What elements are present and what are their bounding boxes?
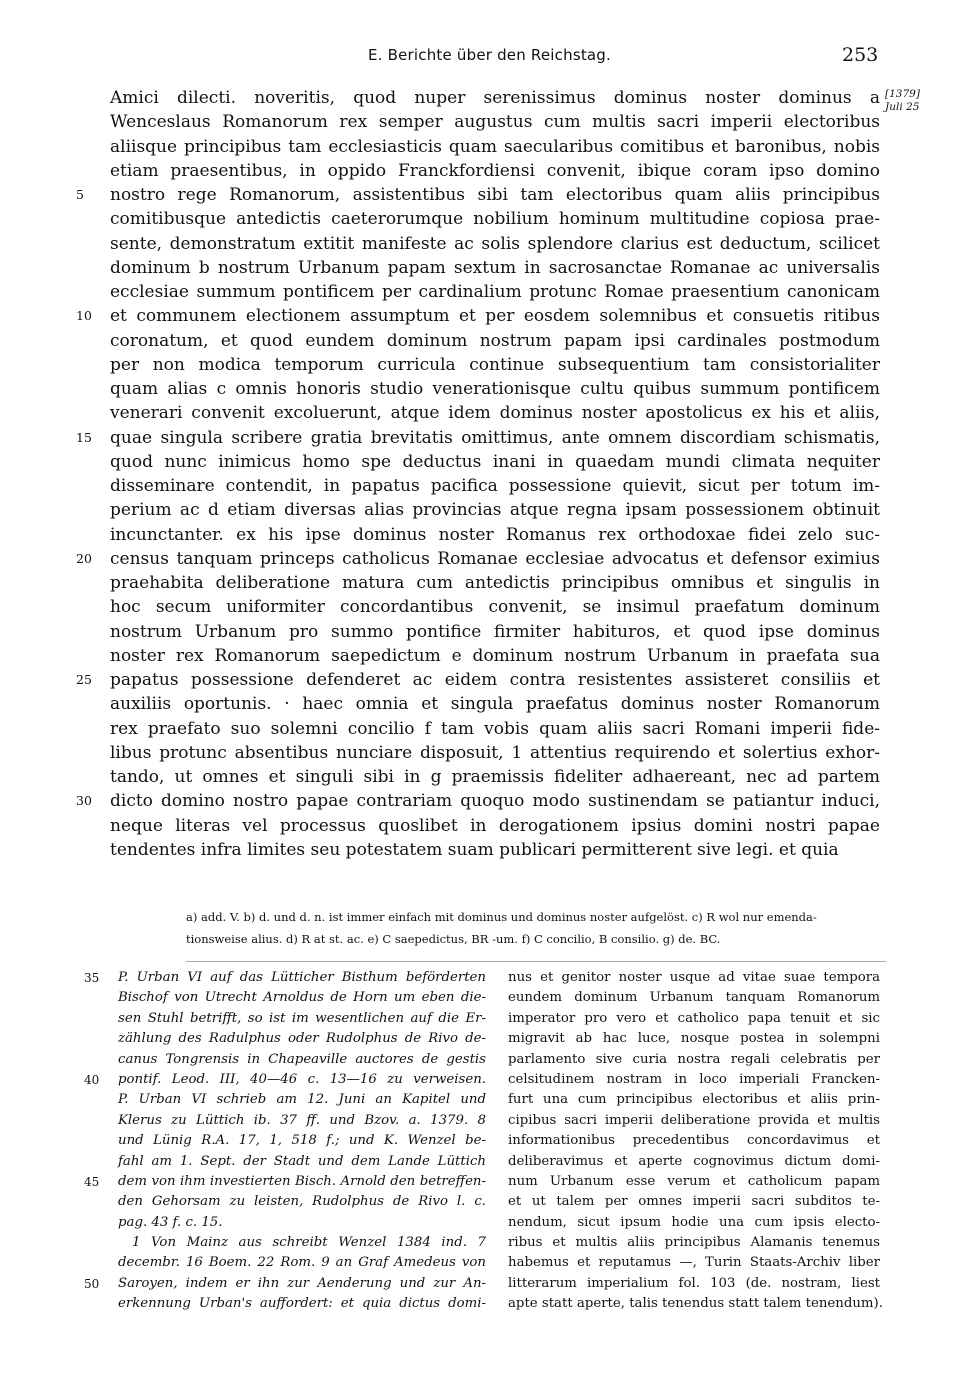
line-text: nostrum Urbanum pro summo pontifice firmiter habituros, et quod ipse dominus (110, 621, 880, 642)
line-number: 50 (84, 1276, 100, 1291)
line-text: venerari convenit excoluerunt, atque idem dominus noster apostolicus ex his et aliis, (110, 403, 880, 424)
line-number: 20 (76, 550, 92, 566)
text-line (0, 426, 960, 450)
footnote-text: furt una cum principibus electoribus et aliis prin- (508, 1092, 880, 1108)
text-line (0, 207, 960, 231)
text-line (0, 668, 960, 692)
line-text: tando, ut omnes et singuli sibi in g praemissis fideliter adhaereant, nec ad partem (110, 767, 880, 787)
text-line (0, 498, 960, 522)
text-line (0, 86, 960, 110)
line-number: 40 (84, 1072, 100, 1087)
footnote-text: cipibus sacri imperii deliberatione provida et multis (508, 1112, 880, 1128)
line-text: disseminare contendit, in papatus pacifica possessione quievit, sicut per totum im- (110, 476, 880, 496)
line-text: quam alias c omnis honoris studio venerationisque cultu quibus summum pontificem (110, 379, 880, 399)
footnote-text: Klerus zu Lüttich ib. 37 ff. und Bzov. a. 1379. 8 (118, 1112, 486, 1128)
apparatus-line: a) add. V. b) d. und d. n. ist immer einfach mit dominus und dominus noster aufgelöst. c) R wol nur emenda- (186, 910, 817, 924)
line-text: rex praefato suo solemni concilio f tam vobis quam aliis sacri Romani imperii fide- (110, 718, 880, 739)
running-head: E. Berichte über den Reichstag. (368, 46, 611, 64)
line-text: auxiliis oportunis. · haec omnia et singula praefatus dominus noster Romanorum (110, 694, 880, 715)
main-text (0, 86, 960, 862)
line-text: comitibusque antedictis caeterorumque nobilium hominum multitudine copiosa prae- (110, 209, 880, 230)
footnote-text: nus et genitor noster usque ad vitae suae tempora (508, 970, 880, 985)
page-number: 253 (842, 44, 879, 66)
text-line (0, 183, 960, 207)
line-text: hoc secum uniformiter concordantibus convenit, se insimul praefatum dominum (110, 597, 880, 618)
footnote-text: et ut talem per omnes imperii sacri subditos te- (508, 1194, 880, 1210)
line-text: papatus possessione defenderet ac eidem contra resistentes assisteret consiliis et (110, 670, 880, 690)
line-text: nostro rege Romanorum, assistentibus sibi tam electoribus quam aliis principibus (110, 185, 880, 205)
line-text: neque literas vel processus quoslibet in derogationem ipsius domini nostri papae (110, 815, 880, 836)
apparatus-line: tionsweise alius. d) R at st. ac. e) C saepedictus, BR -um. f) C concilio, B consilio. g) de. BC. (186, 932, 721, 946)
footnote-divider (186, 961, 886, 962)
text-line (0, 329, 960, 353)
text-line (0, 741, 960, 765)
text-line (0, 644, 960, 668)
text-line (0, 401, 960, 425)
footnote-text: sen Stuhl betrifft, so ist im wesentlichen auf die Er- (118, 1010, 486, 1026)
line-text: etiam praesentibus, in oppido Franckfordiensi convenit, ibique coram ipso domino (110, 160, 880, 181)
footnote-text: nendum, sicut ipsum hodie una cum ipsis electo- (508, 1214, 880, 1230)
margin-year: [1379] (885, 88, 920, 100)
footnote-text: migravit ab hac luce, nosque postea in solempni (508, 1031, 880, 1047)
text-line (0, 814, 960, 838)
footnote-text: erkennung Urban's auffordert: et quia dictus domi- (118, 1296, 486, 1312)
footnote-text: litterarum imperialium fol. 103 (de. nostram, liest (508, 1275, 880, 1291)
line-text: ecclesiae summum pontificem per cardinalium protunc Romae praesentium canonicam (110, 282, 880, 302)
line-text: et communem electionem assumptum et per eosdem solemnibus et consuetis ritibus (110, 306, 880, 327)
line-text: tendentes infra limites seu potestatem suam publicari permitterent sive legi. et quia (110, 839, 839, 860)
text-line (0, 474, 960, 498)
text-line (0, 232, 960, 256)
text-line (0, 692, 960, 716)
line-text: libus protunc absentibus nunciare disposuit, 1 attentius requirendo et solertius exhor- (110, 742, 880, 763)
line-text: sente, demonstratum extitit manifeste ac solis splendore clarius est deductum, scilicet (110, 233, 880, 254)
text-line (0, 571, 960, 595)
line-text: quod nunc inimicus homo spe deductus inani in quaedam mundi climata nequiter (110, 451, 880, 472)
footnote-text: apte statt aperte, talis tenendus statt talem tenendum). (508, 1296, 883, 1312)
footnote-text: Saroyen, indem er ihn zur Aenderung und zur An- (118, 1275, 486, 1291)
line-number: 15 (76, 429, 92, 445)
line-text: coronatum, et quod eundem dominum nostrum papam ipsi cardinales postmodum (110, 330, 880, 351)
line-text: aliisque principibus tam ecclesiasticis quam saecularibus comitibus et baronibus, nobis (110, 136, 880, 157)
line-text: per non modica temporum curricula continue subsequentium tam consistorialiter (110, 354, 880, 375)
text-line (0, 280, 960, 304)
footnote-text: canus Tongrensis in Chapeaville auctores de gestis (118, 1051, 486, 1067)
text-line (0, 135, 960, 159)
text-line (0, 377, 960, 401)
text-line (0, 547, 960, 571)
text-line (0, 110, 960, 134)
text-line (0, 765, 960, 789)
line-text: dominum b nostrum Urbanum papam sextum in sacrosanctae Romanae ac universalis (110, 257, 880, 278)
line-number: 35 (84, 971, 100, 985)
footnote-text: fahl am 1. Sept. der Stadt und dem Lande Lüttich (118, 1153, 486, 1169)
line-text: noster rex Romanorum saepedictum e dominum nostrum Urbanum in praefata sua (110, 645, 880, 666)
page-header (0, 44, 960, 74)
text-line (0, 717, 960, 741)
line-text: quae singula scribere gratia brevitatis omittimus, ante omnem discordiam schismatis, (110, 427, 880, 448)
text-line (0, 620, 960, 644)
footnote-text: celsitudinem nostram in loco imperiali Francken- (508, 1071, 880, 1087)
line-text: dicto domino nostro papae contrariam quoquo modo sustinendam se patiantur induci, (110, 791, 880, 812)
line-text: perium ac d etiam diversas alias provincias atque regna ipsam possessionem obtinuit (110, 500, 880, 521)
line-number: 25 (76, 672, 92, 687)
line-text: praehabita deliberatione matura cum antedictis principibus omnibus et singulis in (110, 573, 880, 593)
line-number: 5 (76, 187, 84, 202)
footnote-text: deliberavimus et aperte cognovimus dictum domi- (508, 1153, 880, 1169)
line-number: 30 (76, 793, 92, 809)
critical-apparatus (186, 906, 886, 950)
footnote-text: informationibus precedentibus concordavimus et (508, 1133, 880, 1149)
line-number: 10 (76, 308, 92, 324)
footnote-text: num Urbanum esse verum et catholicum papam (508, 1173, 880, 1189)
margin-date: Juli 25 (885, 101, 920, 113)
footnote-text: habemus et reputamus —, Turin Staats-Archiv liber (508, 1255, 880, 1271)
line-text: census tanquam princeps catholicus Romanae ecclesiae advocatus et defensor eximius (110, 548, 880, 569)
footnote-text: Bischof von Utrecht Arnoldus de Horn um eben die- (118, 990, 486, 1006)
line-number: 45 (84, 1174, 100, 1189)
footnote-text: pag. 43 f. c. 15. (118, 1214, 223, 1230)
footnote-text: und Lünig R.A. 17, 1, 518 f.; und K. Wenzel be- (118, 1133, 486, 1149)
footnote-text: eundem dominum Urbanum tanquam Romanorum (508, 990, 880, 1006)
line-text: Wenceslaus Romanorum rex semper augustus cum multis sacri imperii electoribus (110, 112, 880, 133)
text-line (0, 523, 960, 547)
text-line (0, 159, 960, 183)
text-line (0, 304, 960, 328)
line-text: incunctanter. ex his ipse dominus noster Romanus rex orthodoxae fidei zelo suc- (110, 524, 880, 545)
footnote-text: P. Urban VI auf das Lütticher Bisthum beförderten (118, 970, 486, 985)
footnote-text: 1 Von Mainz aus schreibt Wenzel 1384 ind. 7 (132, 1235, 486, 1251)
footnote-text: dem von ihm investierten Bisch. Arnold den betreffen- (118, 1173, 486, 1189)
footnote-text: parlamento sive curia nostra regali celebratis per (508, 1051, 880, 1067)
text-line (0, 450, 960, 474)
footnote-text: decembr. 16 Boem. 22 Rom. 9 an Graf Amedeus von (118, 1255, 486, 1271)
footnote-text: P. Urban VI schrieb am 12. Juni an Kapitel und (118, 1092, 486, 1108)
text-line (0, 838, 960, 862)
footnote-text: pontif. Leod. III, 40—46 c. 13—16 zu verweisen. (118, 1071, 486, 1087)
footnote-text: den Gehorsam zu leisten, Rudolphus de Rivo l. c. (118, 1194, 486, 1210)
text-line (0, 256, 960, 280)
footnote-text: ribus et multis aliis principibus Alamanis tenemus (508, 1235, 880, 1251)
text-line (0, 353, 960, 377)
text-line (0, 789, 960, 813)
line-text: Amici dilecti. noveritis, quod nuper serenissimus dominus noster dominus a (110, 88, 880, 108)
footnote-text: zählung des Radulphus oder Rudolphus de Rivo de- (118, 1031, 486, 1047)
text-line (0, 595, 960, 619)
footnote-text: imperator pro vero et catholico papa tenuit et sic (508, 1010, 880, 1026)
